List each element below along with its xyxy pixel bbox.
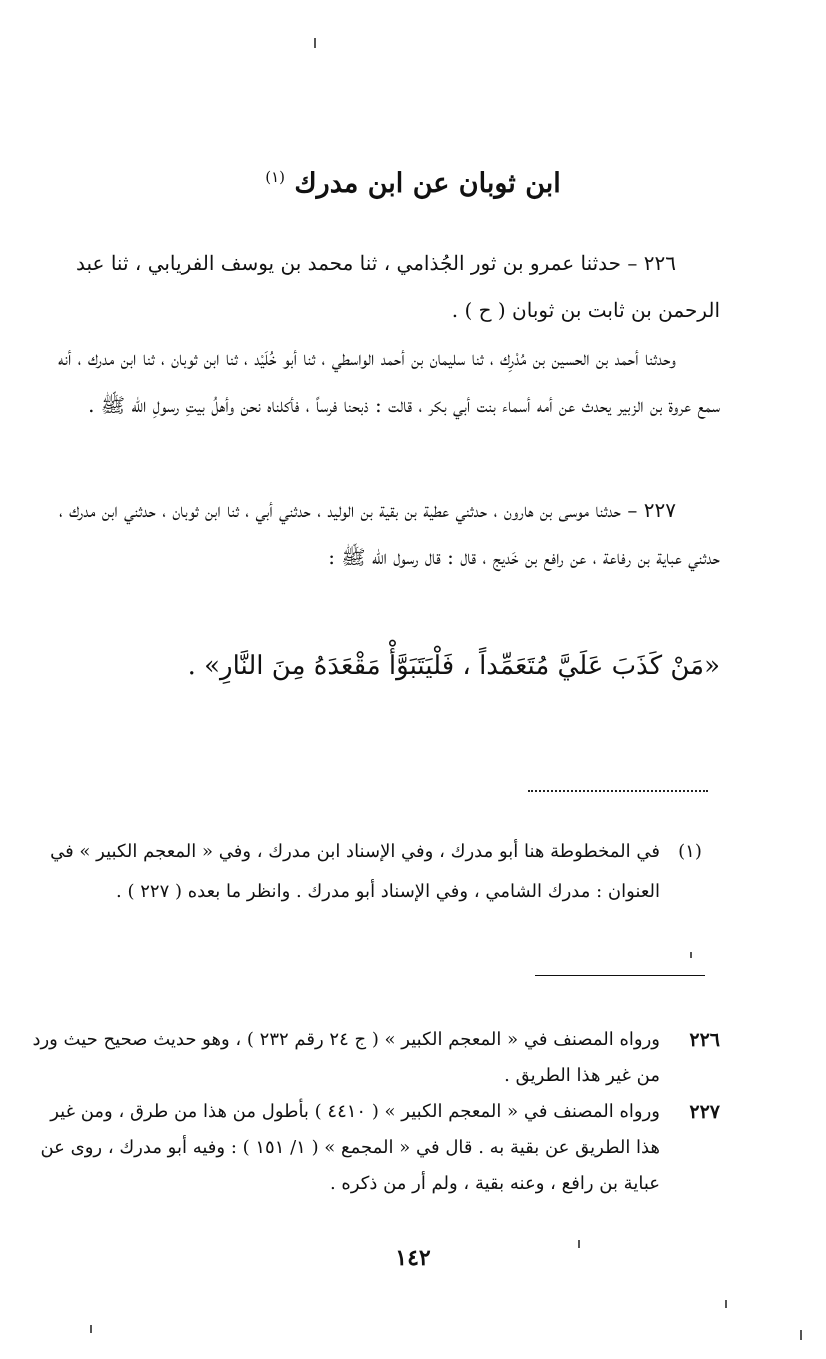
scan-speck <box>90 1325 92 1333</box>
hadith-227-block <box>30 487 720 581</box>
scan-speck <box>725 1300 727 1308</box>
hadith-quote: «مَنْ كَذَبَ عَلَيَّ مُتَعَمِّداً ، فَلْيَتَبَوَّأْ مَقْعَدَهُ مِنَ النَّارِ» . <box>187 651 720 681</box>
commentary-notes <box>30 1022 720 1202</box>
isnad-block <box>30 335 720 429</box>
note-number: ٢٢٦ <box>689 1029 720 1051</box>
title-footnote-marker: (١) <box>265 168 285 186</box>
footnote <box>30 832 720 912</box>
note-item <box>30 1094 720 1202</box>
section-title <box>0 168 826 199</box>
page-number: ١٤٢ <box>395 1245 431 1271</box>
notes-separator <box>535 975 705 976</box>
note-text: ورواه المصنف في « المعجم الكبير » ( ج ٢٤ رقم ٢٣٢ ) ، وهو حديث صحيح حيث ورد من غير هذا الطريق . <box>32 1029 660 1086</box>
footnote-marker: (١) <box>678 841 702 862</box>
paragraph-isnad: وحدثنا أحمد بن الحسين بن مُدْرِك ، ثنا سليمان بن أحمد الواسطي ، ثنا أبو خُلَيْد ، ثنا ابن ثوبان ، ثنا ابن مدرك ، أنه سمع عروة بن الزبير يحدث عن أمه أسماء بنت أبي بكر ، قالت : ذبحنا فرساً ، فأكلناه نحن وأهلُ بيتِ رسولِ الله ﷺ . <box>58 346 720 417</box>
note-number: ٢٢٧ <box>689 1101 720 1123</box>
note-item <box>30 1022 720 1094</box>
scan-speck <box>800 1330 802 1340</box>
scan-speck <box>690 952 692 958</box>
scan-speck <box>314 38 316 48</box>
paragraph-226: ٢٢٦ – حدثنا عمرو بن ثور الجُذامي ، ثنا محمد بن يوسف الفريابي ، ثنا عبد الرحمن بن ثابت بن ثوبان ( ح ) . <box>76 251 720 322</box>
paragraph-227: ٢٢٧ – حدثنا موسى بن هارون ، حدثني عطية بن بقية بن الوليد ، حدثني أبي ، ثنا ابن ثوبان ، حدثني ابن مدرك ، حدثني عباية بن رفاعة ، عن رافع بن خَديج ، قال : قال رسول الله ﷺ : <box>58 498 720 569</box>
note-text: ورواه المصنف في « المعجم الكبير » ( ٤٤١٠ ) بأطول من هذا من طرق ، ومن غير هذا الطريق عن بقية به . قال في « المجمع » ( ١/ ١٥١ ) : وفيه أبو مدرك ، روى عن عباية بن رافع ، وعنه بقية ، ولم أر من ذكره . <box>40 1101 660 1194</box>
dotted-separator <box>528 790 708 792</box>
hadith-226-block <box>30 240 720 334</box>
scan-speck <box>578 1240 580 1248</box>
footnote-text: في المخطوطة هنا أبو مدرك ، وفي الإسناد ابن مدرك ، وفي « المعجم الكبير » في العنوان : مدرك الشامي ، وفي الإسناد أبو مدرك . وانظر ما بعده ( ٢٢٧ ) . <box>50 841 660 902</box>
section-title-text: ابن ثوبان عن ابن مدرك <box>294 168 561 199</box>
